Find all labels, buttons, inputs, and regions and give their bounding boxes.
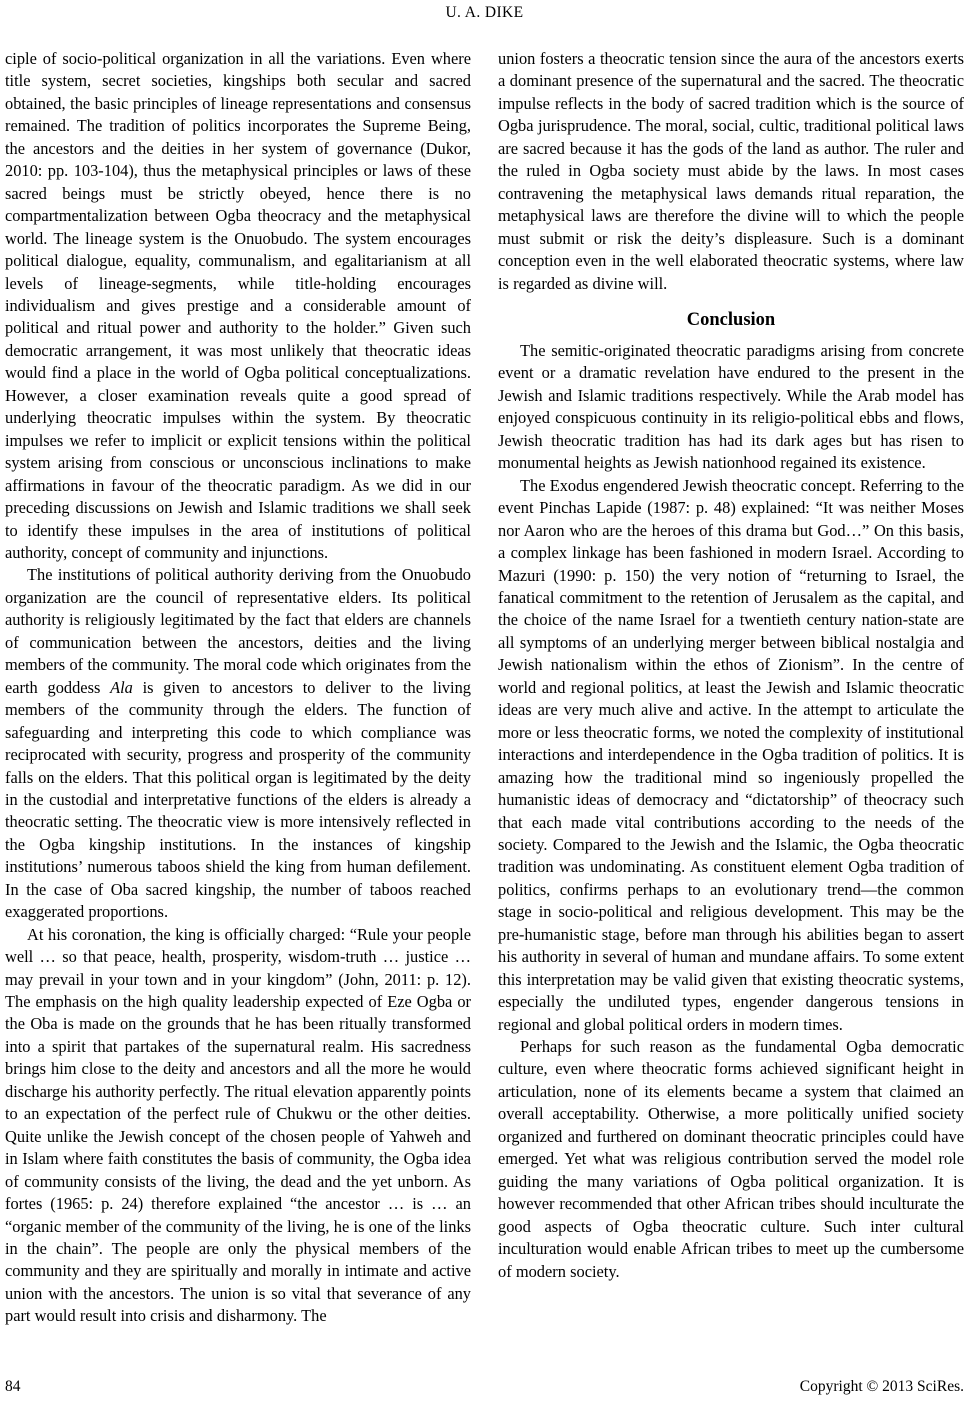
footer-copyright: Copyright © 2013 SciRes. — [799, 1378, 964, 1395]
paragraph-institutions-of-political-authority — [5, 564, 471, 923]
paragraph-continued-from-left-column: union fosters a theocratic tension since the aura of the ancestors exerts a dominant presence of the supernatural and the sacred. The theocratic impulse reflects in the body of sacred tradition which is the source of Ogba jurisprudence. The moral, social, cultic, traditional political laws are sacred because it has the gods of the land as author. The ruler and the ruled in Ogba society must abide by the laws. In most cases contravening the metaphysical laws demands ritual reparation, the metaphysical laws are therefore the divine will to which the people must submit or risk the deity’s displeasure. Such is a dominant conception even in the well elaborated theocratic systems, where law is regarded as divine will. — [498, 49, 964, 293]
page-footer — [5, 1376, 964, 1396]
two-column-body — [5, 48, 964, 1348]
right-column — [498, 48, 964, 1283]
paragraph-coronation: At his coronation, the king is officially charged: “Rule your people well … so that peace, health, prosperity, wisdom-truth … justice … may prevail in your town and in your kingdom” (John, 2011: p. 12). The emphasis on the high quality leadership expected of Eze Ogba or the Oba is made on the grounds that he has been ritually transformed into a spirit that partakes of the supernatural realm. His sacredness brings him close to the deity and ancestors and all the more he would discharge his authority perfectly. The ritual elevation apparently points to an expectation of the perfect rule of Chukwu or the other deities. Quite unlike the Jewish concept of the chosen people of Yahweh and in Islam where faith constitutes the basis of community, the Ogba idea of community consists of the living, the dead and the yet unborn. As fortes (1965: p. 24) therefore explained “the ancestor … is … an “organic member of the community of the living, he is one of the links in the chain”. The people are only the physical members of the community and they are spiritually and morally in intimate and active union with the ancestors. The union is so vital that severance of any part would result into crisis and disharmony. The — [5, 924, 471, 1326]
running-head: U. A. DIKE — [445, 4, 524, 21]
left-column — [5, 48, 471, 1328]
section-heading-conclusion: Conclusion — [686, 309, 776, 330]
paragraph-continued-from-previous-page: ciple of socio-political organization in all the variations. Even where title system, secret societies, kingships both secular and sacred obtained, the basic principles of lineage representations and consensus remained. The tradition of politics incorporates the Supreme Being, the ancestors and the deities in her system of governance (Dukor, 2010: pp. 103-104), thus the metaphysical principles or laws of these sacred beings must be strictly obeyed, hence there is no compartmentalization between Ogba theocracy and the metaphysical world. The lineage system is the Onuobudo. The system encourages political dialogue, equality, communalism, and egalitarianism at all levels of lineage-segments, while title-holding encourages individualism and gives prestige and a considerable amount of political and ritual power and authority to the holder.” Given such democratic arrangement, it was most unlikely that theocratic ideas would find a place in the world of Ogba political conceptualizations. However, a closer examination reveals quite a good spread of underlying theocratic impulses within the system. By theocratic impulses we refer to implicit or explicit tensions within the political system arising from conscious or unconscious inclinations to make affirmations in favour of the theocratic paradigm. As we did in our preceding discussions on Jewish and Islamic traditions we shall seek to identify these impulses in the area of institutions of political authority, concept of community and injunctions. — [5, 49, 471, 562]
paragraph-semitic-originated-paradigms: The semitic-originated theocratic paradigms arising from concrete event or a dramatic revelation have endured to the present in the Jewish and Islamic traditions respectively. While the Arab model has enjoyed conspicuous continuity in its religio-political ebbs and flows, Jewish theocratic tradition has had its dark ages but has risen to monumental heights as Jewish nationhood regained its existence. — [498, 340, 964, 473]
paragraph-perhaps-fundamental-ogba-democratic-culture: Perhaps for such reason as the fundamental Ogba democratic culture, even where theocratic forms achieved significant height in articulation, none of its elements became a system that claimed an overall acceptability. Otherwise, a more politically unified society organized and furthered on dominant theocratic principles could have emerged. Yet what was religious contribution served the model role guiding the many variations of Ogba political organization. It is however recommended that other African tribes should inculturate the good aspects of Ogba theocratic culture. Such inter cultural inculturation would enable African tribes to meet up the cumbersome of modern society. — [498, 1037, 964, 1281]
italic-term-ala: Ala — [110, 677, 133, 697]
paragraph-text-after-italic: is given to ancestors to deliver to the living members of the community through the elders. The function of safeguarding and interpreting this code to which compliance was reciprocated with security, progress and prosperity of the community falls on the elders. That this political organ is legitimated by the deity in the custodial and interpretative functions of the elders is already a theocratic setting. The theocratic view is more intensively reflected in the Ogba kingship institutions. In the instances of kingship institutions’ numerous taboos shield the king from human defilement. In the case of Oba sacred kingship, the number of taboos reached exaggerated proportions. — [5, 677, 472, 922]
paragraph-text-before-italic: The institutions of political authority deriving from the Onuobudo organization are the council of representative elders. Its political authority is religiously legitimated by the fact that elders are channels of communication between the ancestors, deities and the living members of the community. The moral code which originates from the earth goddess — [5, 565, 471, 697]
paragraph-exodus-jewish-theocratic-concept: The Exodus engendered Jewish theocratic concept. Referring to the event Pinchas Lapide (1987: p. 48) explained: “It was neither Moses nor Aaron who are the heroes of this drama but God…” On this basis, a complex linkage has been fashioned in modern Israel. According to Mazuri (1990: p. 150) the very notion of “returning to Israel, the fanatical commitment to the retention of Jerusalem as the capital, and the choice of the name Israel for a twentieth century nation-state are all symptoms of an underlying merger between biblical nostalgia and Jewish nationalism within the ethos of Zionism”. In the centre of world and regional politics, at least the Jewish and Islamic theocratic ideas are very much alive and active. In the attempt to articulate the more or less theocratic forms, we noted the complexity of institutional interactions and interdependence in the Ogba tradition of politics. It is amazing how the traditional mind so ingeniously propelled the humanistic ideas of democracy and “dictatorship” of theocracy such that each made vital contributions according to the needs of the society. Compared to the Jewish and the Islamic, the Ogba theocratic tradition was undominating. As constituent element Ogba tradition of politics, confirms perhaps to an evolutionary trend—the common stage in socio-political and religious development. This may be the pre-humanistic stage, before man through his abilities began to assert his authority in several of human and mundane affairs. To some extent this interpretation may be valid given that existing theocratic systems, especially the undiluted types, engender dangerous tensions in regional and global political orders in modern times. — [498, 475, 964, 1034]
footer-page-number: 84 — [5, 1378, 21, 1395]
